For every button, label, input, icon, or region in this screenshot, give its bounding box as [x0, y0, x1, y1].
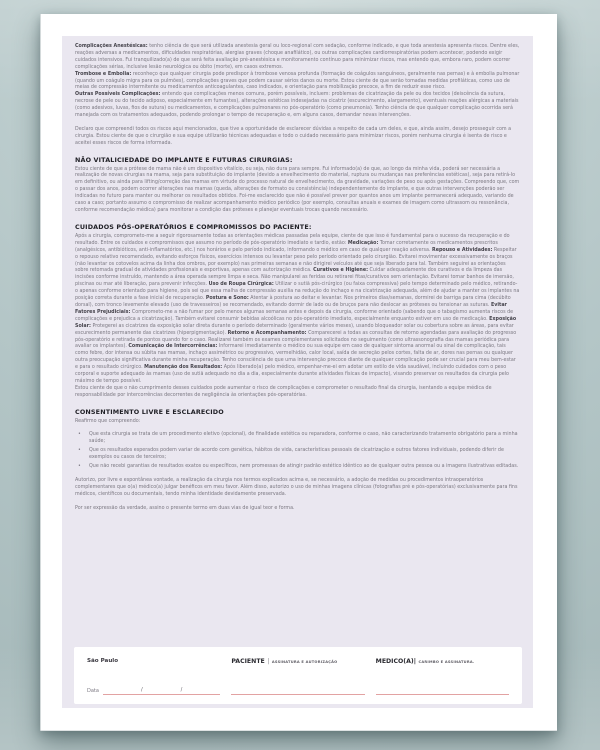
doctor-label: MÉDICO(A)| [375, 658, 416, 665]
inline-label: Exposição Solar: [75, 316, 517, 329]
signature-patient-column [231, 658, 364, 695]
bullet-icon: • [78, 464, 81, 470]
inline-label: Postura e Sono: [205, 296, 249, 302]
pipe-divider: | [267, 658, 270, 665]
inline-label: Medicação: [347, 240, 379, 246]
document-page [40, 14, 557, 731]
patient-signature-line[interactable] [231, 694, 364, 695]
section-heading: NÃO VITALICIEDADE DO IMPLANTE E FUTURAS CIRURGIAS: [75, 155, 293, 164]
paragraph: Trombose e Embolia: reconheço que qualquer cirurgia pode predispor à trombose venosa profunda (formação de coágulos sanguíneos, geralmente nas pernas) e à embolia pulmonar (quando um coágulo migra para os pulmões), complicações graves que podem causar sérios danos ou morte. Estou ciente de que serão tomadas medidas profiláticas, como uso de meias de compressão intermitente ou medicamentos anticoagulantes, caso indicados, e orientação para mobilização precoce, a fim de reduzir esse risco. [75, 71, 520, 91]
patient-label: PACIENTE [231, 658, 265, 665]
inline-label: Trombose e Embolia: [75, 71, 132, 77]
bullet-item [78, 464, 520, 471]
date-row [87, 684, 220, 695]
inline-label: Repouso e Atividades: [432, 247, 493, 253]
bullet-item [78, 448, 520, 462]
inline-label: Outras Possíveis Complicações: [75, 92, 161, 98]
inline-label: Complicações Anestésicas: [75, 44, 148, 49]
paragraph: Declaro que compreendi todos os riscos aqui mencionados, que tive a oportunidade de esclarecer dúvidas a respeito de cada um deles, e que, ainda assim, desejo prosseguir com a cirurgia. Estou ciente de que o cirurgião e sua equipe utilizarão técnicas adequadas e todo o cuidado necessário para minimizar riscos, porém nenhuma cirurgia é isenta de risco e aceitei esses riscos de forma informada. [75, 126, 512, 146]
consent-form-body [62, 36, 533, 708]
city-label: São Paulo [87, 658, 119, 664]
inline-label: Curativos e Higiene: [313, 268, 369, 274]
signature-doctor-column [376, 658, 509, 695]
inline-label: Comunicação de Intercorrências: [128, 344, 218, 350]
paragraph: Após a cirurgia, comprometo-me a seguir rigorosamente todas as orientações médicas passadas pela equipe, ciente de que isso é fundamental para o sucesso da recuperação e do resultado. Entre os cuidados e compromissos que assumo no período de pós-operatório imediato e tardio, estão: Medicação: Tomar corretamente os medicamentos prescritos (analgésicos, antibióticos, anti-inflamatórios, etc.) nos horários e pelo período indicado, informando o médico em caso de qualquer reação adversa. Repouso e Atividades: Respeitar o repouso relativo recomendado, evitando esforços físicos, exercícios intensos ou levantar peso pelo período orientado pelo cirurgião. Evitarei movimentar excessivamente os braços (não levantar os cotovelos acima da linha dos ombros, por exemplo) nas primeiras semanas e não dirigirei veículos até que seja liberado para tal. Também seguirei as orientações sobre retomada gradual de atividades profissionais e esportivas, apenas com autorização médica. Curativos e Higiene: Cuidar adequadamente dos curativos e da limpeza das incisões conforme instruído, mantendo a área operada sempre limpa e seca. Não manipularei as feridas ou retirarei fitas/curativos sem orientação. Evitarei tomar banhos de imersão, piscinas ou mar até liberação, para prevenir infecções. Uso de Roupa Cirúrgica: Utilizar o sutiã pós-cirúrgico (ou faixa compressiva) pelo tempo determinado pelo médico, retirando-o apenas conforme orientado para higiene, pois sei que essa malha de compressão auxilia na redução do inchaço e na cicatrização adequada, além de ajudar a manter os implantes na posição correta durante a fase inicial de recuperação. Postura e Sono: Atentar à postura ao deitar e levantar. Nos primeiros dias/semanas, dormirei de barriga para cima (decúbito dorsal), com tronco levemente elevado (uso de travesseiros) se recomendado, evitando dormir de lado ou de bruços para não deslocar as próteses ou tensionar as suturas. Evitar Fatores Prejudiciais: Comprometo-me a não fumar por pelo menos algumas semanas antes e depois da cirurgia, conforme orientado (sabendo que o tabagismo aumenta riscos de complicações e prejudica a cicatrização). Também evitarei consumir bebidas alcoólicas no pós-operatório imediato, especialmente enquanto estiver em uso de medicação. Exposição Solar: Protegerei as cicatrizes da exposição solar direta durante o período determinado (geralmente vários meses), usando bloqueador solar ou cobertura sobre as áreas, para evitar escurecimento permanente das cicatrizes (hiperpigmentação). Retorno e Acompanhamento: Comparecerei a todas as consultas de retorno agendadas para avaliação do progresso pós-operatório e retirada de pontos quando for o caso. Realizarei também os exames complementares solicitados no seguimento (como ultrassonografia das mamas periódica para avaliar os implantes). Comunicação de Intercorrências: Informarei imediatamente o médico ou sua equipe em caso de qualquer sintoma anormal ou sinal de complicação, tais como febre, dor intensa ou súbita nas mamas, inchaço assimétrico ou progressivo, vermelhidão, calor local, saída de secreção pelos cortes, falta de ar, dores nas pernas ou qualquer outra preocupação significativa durante minha recuperação. Tenho consciência de que uma intervenção precoce diante de qualquer complicação pode ser crucial para meu bem-estar e para o resultado cirúrgico. Manutenção dos Resultados: Após liberado(a) pelo médico, empenhar-me-ei em adotar um estilo de vida saudável, incluindo cuidados com o peso corporal e suporte adequado às mamas (uso de sutiã adequado no dia a dia, especialmente durante atividades físicas de impacto), visando preservar os resultados da cirurgia pelo máximo de tempo possível. [75, 233, 520, 384]
document-blocks [62, 36, 533, 647]
date-label: Data [87, 688, 99, 694]
section-heading: CONSENTIMENTO LIVRE E ESCLARECIDO [75, 407, 224, 416]
bullet-list [78, 432, 520, 471]
paragraph: Outras Possíveis Complicações: entendo que complicações menos comuns, porém possíveis, incluem: problemas de cicatrização da pele ou dos tecidos (deiscência da sutura, necrose de pele ou do tecido adiposo, especialmente em fumantes), alterações estéticas indesejadas na cicatriz (escurecimento, alargamento), eventuais reações alérgicas a materiais (como adesivos, luvas, fios de sutura) ou medicamentos, e complicações pulmonares no pós-operatório (como pneumonia). Tenho ciência de que qualquer complicação ocorrida será manejada com os tratamentos adequados, podendo prolongar o tempo de recuperação e, em alguns casos, demandar novas intervenções. [75, 92, 519, 119]
inline-label: Manutenção dos Resultados: [144, 365, 223, 371]
date-input-line[interactable] [103, 684, 220, 695]
inline-label: Evitar Fatores Prejudiciais: [75, 302, 507, 315]
patient-signature-header [231, 658, 364, 665]
bullet-text: Que esta cirurgia se trata de um procedimento eletivo (opcional), de finalidade estética ou reparadora, conforme o caso, não caracterizando tratamento obrigatório para a minha saúde; [89, 432, 518, 445]
section-heading: CUIDADOS PÓS-OPERATÓRIOS E COMPROMISSOS DO PACIENTE: [75, 222, 312, 231]
bullet-item [78, 432, 520, 446]
signature-section [74, 647, 522, 704]
paragraph: Complicações Anestésicas: tenho ciência de que será utilizada anestesia geral ou loco-regional com sedação, conforme indicado, e que toda anestesia apresenta riscos. Dentre eles, reações adversas a medicamentos, dificuldades respiratórias, alergias graves (choque anafilático), ou outras complicações cardiorrespiratórias podem acontecer, podendo exigir cuidados intensivos. Fui tranquilizado(a) de que será feita avaliação pré-anestésica e monitoramento contínuo para minimizar riscos, mas entendo que, embora raro, podem ocorrer complicações sérias, inclusive lesão neurológica ou óbito (morte), em casos extremos. [75, 44, 520, 70]
signature-city-date-column [87, 658, 220, 695]
patient-sub-label: ASSINATURA E AUTORIZAÇÃO [271, 660, 338, 664]
paragraph: Por ser expressão da verdade, assino o presente termo em duas vias de igual teor e forma. [75, 505, 295, 511]
bullet-icon: • [78, 432, 81, 438]
date-slash: / [180, 687, 183, 693]
bullet-text: Que não recebi garantias de resultados exatos ou específicos, nem promessas de atingir padrão estético idêntico ao de qualquer outra pessoa ou a imagens ilustrativas editadas. [89, 464, 519, 470]
inline-label: Retorno e Acompanhamento: [227, 330, 307, 336]
bullet-icon: • [78, 448, 81, 454]
doctor-sub-label: CARIMBO E ASSINATURA. [418, 660, 475, 664]
doctor-signature-line[interactable] [376, 694, 509, 695]
paragraph: Estou ciente de que a prótese de mama não é um dispositivo vitalício, ou seja, não dura para sempre. Fui informado(a) de que, ao longo da minha vida, poderá ser necessária a realização de novas cirurgias na mama, seja para substituição do implante (devido a envelhecimento do material, ruptura ou mudanças nas preferências estéticas), seja para retirá-lo em definitivo, ou ainda para lifting/correção das mamas em virtude do processo natural de envelhecimento, da gravidade, variações de peso ou após gestações. Compreendo que, com o passar dos anos, podem ocorrer alterações nas mamas (queda, alterações de formato ou consistência) independentemente do implante, e que outras intervenções poderão ser indicadas no futuro para manter ou melhorar os resultados obtidos. Foi-me esclarecido que não é possível prever por quantos anos um implante permanecerá adequado, variando de caso a caso; portanto assumo o compromisso de realizar acompanhamento médico periódico (por exemplo, consultas anuais e exames de imagem como ultrassom ou ressonância, conforme recomendação médica) para monitorar a condição das próteses e planejar eventuais trocas quando necessário. [75, 166, 520, 214]
doctor-signature-header [376, 658, 509, 665]
paragraph: Autorizo, por livre e espontânea vontade, a realização da cirurgia nos termos explicados acima e, se necessário, a adoção de medidas ou procedimentos intraoperatórios complementares que o(a) médico(a) julgar benéficos em meu favor. Além disso, autorizo o uso de minhas imagens clínicas (fotografias pré e pós-operatórias) exclusivamente para fins médicos, científicos ou documentais, tendo minha identidade devidamente preservada. [75, 477, 518, 497]
paragraph: Reafirmo que compreendo: [75, 418, 141, 424]
inline-label: Uso de Roupa Cirúrgica: [208, 282, 274, 288]
date-slash: / [140, 687, 143, 693]
bullet-text: Que os resultados esperados podem variar de acordo com genética, hábitos de vida, características pessoais de cicatrização e outros fatores individuais, podendo diferir de exemplos ou casos de terceiros; [89, 448, 504, 461]
paragraph: Estou ciente de que o não cumprimento desses cuidados pode aumentar o risco de complicações e comprometer o resultado final da cirurgia, isentando a equipe médica de responsabilidade por intercorrências decorrentes de negligência às orientações pós-operatórias. [75, 385, 492, 398]
